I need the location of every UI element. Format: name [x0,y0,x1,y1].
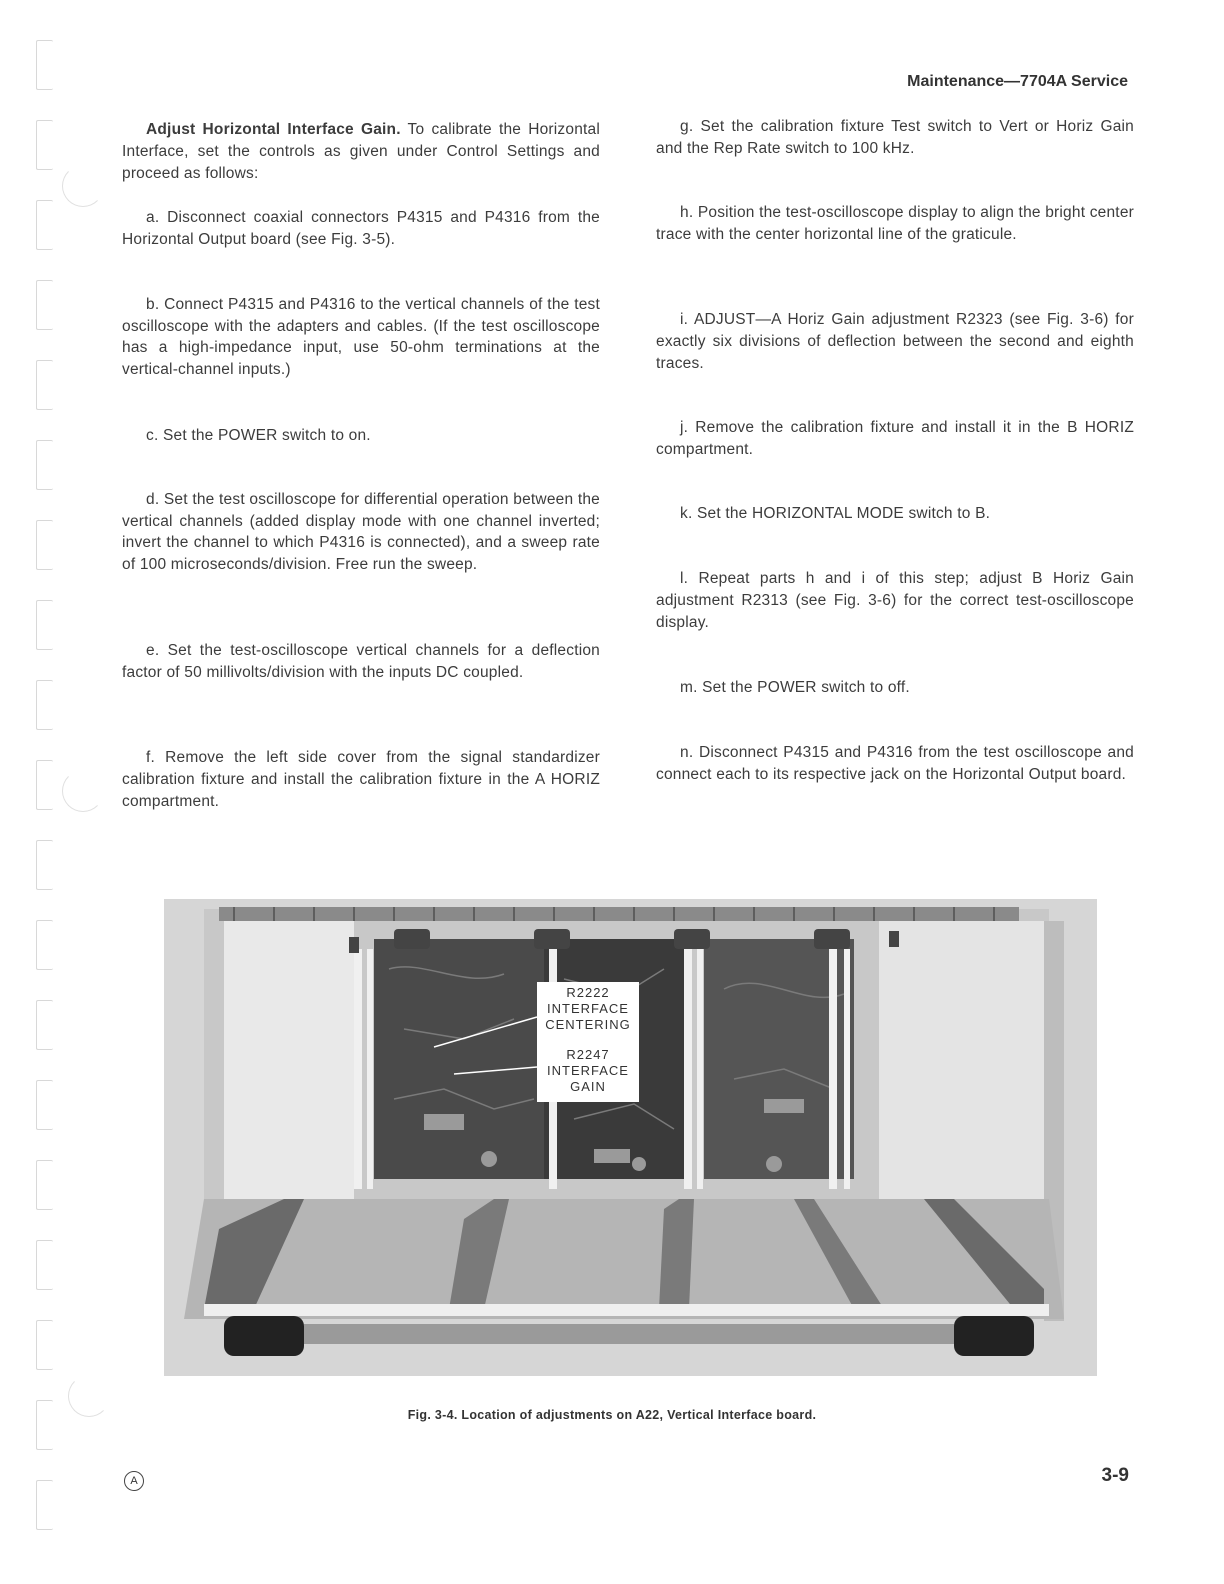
step-b: b. Connect P4315 and P4316 to the vertical channels of the test oscilloscope with the adapters and cables. (If the test oscilloscope has a high-impedance input, use 50-ohm terminations at the vertical-channel inputs.) [122,296,600,378]
intro-text: To calibrate the Horizontal Interface, set the controls as given under Control Settings and proceed as follows: [122,121,600,182]
binding-hole [36,1080,53,1130]
binding-hole [36,200,53,250]
punch-mark [62,165,104,207]
callout-gain [537,1047,639,1095]
step-e: e. Set the test-oscilloscope vertical channels for a deflection factor of 50 millivolts/division with the inputs DC coupled. [122,642,600,681]
binding-hole [36,520,53,570]
step-j: j. Remove the calibration fixture and install it in the B HORIZ compartment. [656,419,1134,458]
binding-hole [36,760,53,810]
page-number: 3-9 [1101,1465,1129,1486]
binding-hole [36,600,53,650]
binding-hole [36,120,53,170]
adjustment-callout [537,982,639,1102]
callout-centering [537,982,639,1033]
step-l: l. Repeat parts h and i of this step; adjust B Horiz Gain adjustment R2313 (see Fig. 3-6) for the correct test-oscilloscope display. [656,570,1134,631]
revision-mark: A [124,1471,144,1491]
step-m: m. Set the POWER switch to off. [680,679,910,696]
step-d: d. Set the test oscilloscope for differential operation between the vertical channels (added display mode with one channel inverted; invert the channel to which P4316 is connected), and a sweep rate of 100 microseconds/division. Free run the sweep. [122,491,600,573]
binding-hole [36,440,53,490]
binding-hole [36,1480,53,1530]
step-i: i. ADJUST—A Horiz Gain adjustment R2323 (see Fig. 3-6) for exactly six divisions of deflection between the second and eighth traces. [656,311,1134,372]
binding-hole [36,920,53,970]
callout-label-interface: INTERFACE [547,1001,629,1016]
binding-hole [36,40,53,90]
binding-hole [36,1240,53,1290]
binding-hole [36,840,53,890]
step-h: h. Position the test-oscilloscope display to align the bright center trace with the center horizontal line of the graticule. [656,204,1134,243]
binding-hole [36,1160,53,1210]
binding-holes [30,40,60,1540]
figure-photo [164,899,1097,1376]
step-k: k. Set the HORIZONTAL MODE switch to B. [680,505,991,522]
callout-label-interface-2: INTERFACE [547,1063,629,1078]
binding-hole [36,360,53,410]
figure-caption: Fig. 3-4. Location of adjustments on A22, Vertical Interface board. [407,1408,817,1422]
step-f: f. Remove the left side cover from the signal standardizer calibration fixture and install the calibration fixture in the A HORIZ compartment. [122,749,600,810]
callout-label-centering: CENTERING [545,1017,631,1032]
callout-gap [537,1033,639,1047]
step-c: c. Set the POWER switch to on. [146,427,371,444]
step-n: n. Disconnect P4315 and P4316 from the test oscilloscope and connect each to its respective jack on the Horizontal Output board. [656,744,1134,783]
punch-mark [62,770,104,812]
section-heading: Adjust Horizontal Interface Gain. [146,121,401,138]
binding-hole [36,1320,53,1370]
step-a: a. Disconnect coaxial connectors P4315 and P4316 from the Horizontal Output board (see Fig. 3-5). [122,209,600,248]
callout-label-gain: GAIN [570,1079,606,1094]
intro-paragraph [122,119,600,185]
callout-ref-r2247: R2247 [566,1047,610,1062]
binding-hole [36,280,53,330]
running-header: Maintenance—7704A Service [907,73,1128,90]
callout-ref-r2222: R2222 [566,985,610,1000]
binding-hole [36,1000,53,1050]
binding-hole [36,680,53,730]
instrument-photo [164,899,1097,1376]
step-g: g. Set the calibration fixture Test switch to Vert or Horiz Gain and the Rep Rate switch to 100 kHz. [656,118,1134,157]
